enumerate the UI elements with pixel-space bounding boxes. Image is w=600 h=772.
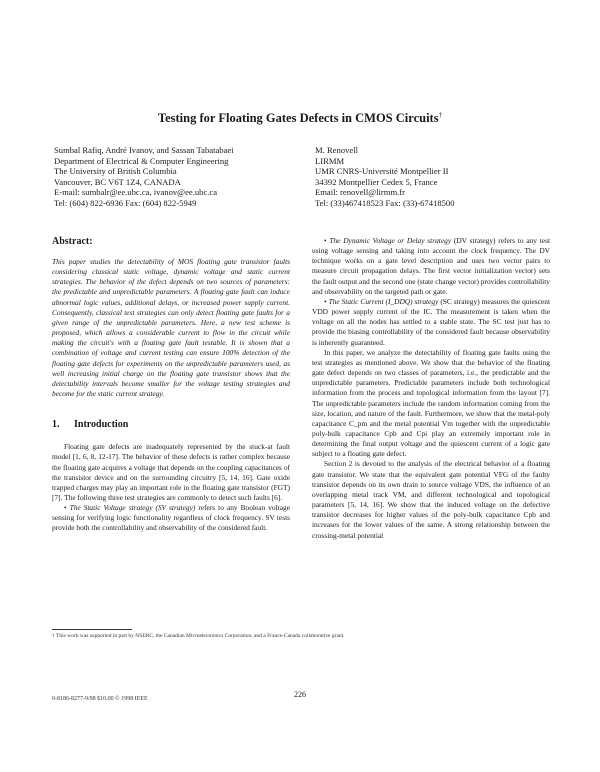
sc-strategy-paragraph: • The Static Current (I_DDQ) strategy (SC strategy) measures the quiescent VDD power supply current of the IC. The measurement is taken when the voltage on all the nodes has settled to a stable state. The SC test just has to provide the biasing controllability of the considered fault because observability is inherently guaranteed. bbox=[312, 296, 550, 347]
sv-strategy-term: The Static Voltage strategy (SV strategy) bbox=[69, 503, 196, 513]
introduction-heading bbox=[52, 419, 290, 430]
footnote: † This work was supported in part by NSERC, the Canadian Microelectronics Corporation, and a France-Canada collaborative grant. bbox=[52, 633, 345, 639]
dv-strategy-paragraph: • The Dynamic Voltage or Delay strategy (DV strategy) refers to any test using voltage sensing and taking into account the clock frequency. The DV technique works on a gate level description and uses two vector pairs to measure circuit propagation delays. The first vector initialization vector) sets the fault output and the second one (state change vector) provides controllability and observability on the targeted path or gate. bbox=[312, 236, 551, 296]
title-text: Testing for Floating Gates Defects in CMOS Circuits bbox=[157, 111, 439, 126]
right-column bbox=[312, 236, 550, 541]
affiliation-right bbox=[315, 145, 455, 209]
affiliation-line: Vancouver, BC V6T 1Z4, CANADA bbox=[54, 176, 181, 187]
intro-paragraph: Floating gate defects are inadequately represented by the stuck-at fault model [1, 6, 8, 12-17]. The behavior of these defects is rather complex because the floating gate acquires a voltage that depends on the coupling capacitances of the transistor device and on the surrounding circuitry [5, 14, 16]. Gate oxide trapped charges may play an important role in the floating gate transistor (FGT) [7]. The following three test strategies are commonly to detect such faults [6]. bbox=[52, 442, 290, 502]
affiliation-line: M. Renovell bbox=[315, 145, 358, 155]
sc-strategy-term: The Static Current (I_DDQ) strategy bbox=[328, 296, 439, 306]
affiliation-line: Tel: (604) 822-6936 Fax: (604) 822-5949 bbox=[54, 197, 197, 208]
body-paragraph: In this paper, we analyze the detectability of floating gate faults using the test strategies as mentioned above. We show that the behavior of the floating gate defect depends on two classes of parameters, i.e., the predictable and the unpredictable parameters. Predictable parameters include both technological information from the process and topological information from the layout [7]. The unpredictable parameters include the random information coming from the size, location, and nature of the fault. Furthermore, we show that the metal-poly capacitance C_pm and the metal potential Vm together with the unpredictable poly-bulk capacitance Cpb and Cpi play an extremely important role in determining the final output voltage and the quiescent current of a logic gate subject to a floating gate defect. bbox=[312, 347, 550, 459]
affiliation-line: Department of Electrical & Computer Engineering bbox=[54, 155, 229, 166]
dv-strategy-term: The Dynamic Voltage or Delay strategy bbox=[329, 236, 452, 245]
sv-strategy-text: refers to any Boolean voltage sensing for verifying logic functionality regardless of clock frequency. SV tests provide both the controllability and observability of the considered fault. bbox=[52, 503, 290, 533]
affiliation-line: LIRMM bbox=[315, 155, 345, 166]
abstract-text: This paper studies the detectability of MOS floating gate transistor faults considering classical static voltage, dynamic voltage and static current strategies. The behavior of the defect depends on two sources of parameters: the predictable and unpredictable parameters. A floating gate fault can induce abnormal logic values, additional delays, or increased power supply current. Consequently, classical test strategies can only detect floating gate faults for a given range of the unpredictable parameters. Here, a new test scheme is proposed, which allows a considerable current to flow in the circuit while making the circuit's with a floating gate fault testable. It is shown that a combination of voltage and current testing can ensure 100% detection of the floating gate defects for experiments on the unpredictable parameters used, as well increasing initial charge on the floating gate transistor shows that the detectability intervals become smaller for the voltage testing strategies and become for the static current strategy. bbox=[52, 257, 290, 399]
copyright-notice: 0-8186-8277-9/98 $10.00 © 1998 IEEE bbox=[52, 696, 148, 702]
footnote-rule bbox=[52, 629, 132, 630]
affiliation-line: Sumbal Rafiq, André Ivanov, and Sassan Tabatabaei bbox=[54, 145, 234, 155]
affiliation-line: Tel: (33)467418523 Fax: (33)-67418500 bbox=[315, 197, 455, 208]
affiliation-line: The University of British Columbia bbox=[54, 166, 177, 177]
affiliation-left bbox=[54, 145, 234, 209]
affiliation-line: E-mail: sumbalr@ee.ubc.ca, ivanov@ee.ubc.ca bbox=[54, 187, 218, 198]
section-number: 1. bbox=[52, 419, 60, 431]
dv-strategy-text: (DV strategy) refers to any test using voltage sensing and taking into account the clock frequency. The DV technique works on a gate level description and uses two vector pairs to measure circuit propagation delays. The first vector initialization vector) sets the fault output and the second one (state change vector) provides controllability and observability on the targeted path or gate. bbox=[312, 236, 551, 296]
abstract-heading: Abstract: bbox=[52, 236, 93, 247]
page-number: 226 bbox=[294, 690, 306, 699]
title-footnote-mark: † bbox=[438, 111, 443, 119]
affiliation-line: UMR CNRS-Université Montpellier II bbox=[315, 166, 449, 177]
left-column bbox=[52, 236, 290, 534]
body-paragraph: Section 2 is devoted to the analysis of the electrical behavior of a floating gate transistor. We state that the equivalent gate potential VFG of the faulty transistor depends on its own drain to source voltage VDS, the influence of an overlapping metal track VM, and different technological and topological parameters [5, 14, 16]. We show that the induced voltage on the defective transistor decreases for higher values of the poly-bulk capacitance Cpb and increases for the lower values of the same. A strong relationship between the crossing-metal potential bbox=[312, 459, 550, 540]
paper-title bbox=[0, 111, 600, 126]
intro-paragraph-sv: • The Static Voltage strategy (SV strategy) refers to any Boolean voltage sensing for verifying logic functionality regardless of clock frequency. SV tests provide both the controllability and observability of the considered fault. bbox=[52, 503, 290, 533]
sc-strategy-text: (SC strategy) measures the quiescent VDD power supply current of the IC. The measurement is taken when the voltage on all the nodes has settled to a stable state. The SC test just has to provide the biasing controllability of the considered fault because observability is inherently guaranteed. bbox=[312, 296, 550, 347]
affiliation-line: 34392 Montpellier Cedex 5, France bbox=[315, 176, 438, 187]
section-title: Introduction bbox=[74, 419, 129, 431]
affiliation-line: Email: renovell@lirmm.fr bbox=[315, 187, 406, 198]
